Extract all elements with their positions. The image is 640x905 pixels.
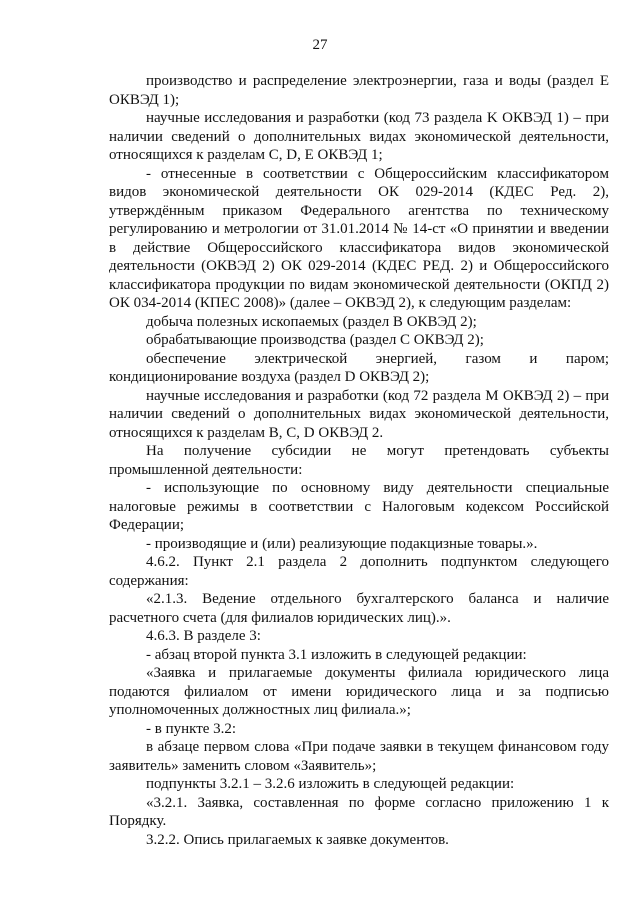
paragraph: На получение субсидии не могут претендовать субъекты промышленной деятельности:: [109, 443, 609, 478]
paragraph: подпункты 3.2.1 – 3.2.6 изложить в следующей редакции:: [146, 776, 515, 792]
paragraph: 4.6.3. В разделе 3:: [146, 628, 261, 644]
paragraph: обрабатывающие производства (раздел C ОКВЭД 2);: [146, 332, 484, 348]
paragraph: - использующие по основному виду деятельности специальные налоговые режимы в соответствии с Налоговым кодексом Российской Федерации;: [109, 480, 609, 533]
paragraph: обеспечение электрической энергией, газом и паром; кондиционирование воздуха (раздел D ОКВЭД 2);: [109, 350, 609, 385]
paragraph: в абзаце первом слова «При подаче заявки в текущем финансовом году заявитель» заменить словом «Заявитель»;: [109, 739, 609, 774]
paragraph: - абзац второй пункта 3.1 изложить в следующей редакции:: [146, 646, 527, 663]
paragraph: - в пункте 3.2:: [146, 720, 237, 737]
paragraph: «3.2.1. Заявка, составленная по форме согласно приложению 1 к Порядку.: [109, 794, 609, 829]
paragraph: - производящие и (или) реализующие подакцизные товары.».: [146, 535, 538, 552]
paragraph: производство и распределение электроэнергии, газа и воды (раздел E ОКВЭД 1);: [109, 73, 609, 108]
paragraph: «Заявка и прилагаемые документы филиала юридического лица подаются филиалом от имени юридического лица и за подписью уполномоченных должностных лиц филиала.»;: [109, 665, 609, 718]
document-body: [109, 72, 609, 849]
paragraph: научные исследования и разработки (код 72 раздела M ОКВЭД 2) – при наличии сведений о дополнительных видах экономической деятельности, относящихся к разделам B, C, D ОКВЭД 2.: [109, 387, 609, 441]
page-number: 27: [312, 37, 328, 53]
paragraph: 4.6.2. Пункт 2.1 раздела 2 дополнить подпунктом следующего содержания:: [109, 554, 609, 589]
paragraph: добыча полезных ископаемых (раздел B ОКВЭД 2);: [146, 313, 477, 330]
paragraph: научные исследования и разработки (код 73 раздела K ОКВЭД 1) – при наличии сведений о дополнительных видах экономической деятельности, относящихся к разделам C, D, E ОКВЭД 1;: [109, 110, 609, 163]
paragraph: 3.2.2. Опись прилагаемых к заявке документов.: [146, 831, 449, 848]
paragraph: - отнесенные в соответствии с Общероссийским классификатором видов экономической деятельности ОК 029-2014 (КДЕС Ред. 2), утверждённым приказом Федерального агентства по техническому регулированию и метрологии от 31.01.2014 № 14-ст «О принятии и введении в действие Общероссийского классификатора видов экономической деятельности (ОКВЭД 2) ОК 029-2014 (КДЕС РЕД. 2) и Общероссийского классификатора продукции по видам экономической деятельности (ОКПД 2) ОК 034-2014 (КПЕС 2008)» (далее – ОКВЭД 2), к следующим разделам:: [109, 165, 609, 311]
paragraph: «2.1.3. Ведение отдельного бухгалтерского баланса и наличие расчетного счета (для филиалов юридических лиц).».: [109, 591, 609, 626]
